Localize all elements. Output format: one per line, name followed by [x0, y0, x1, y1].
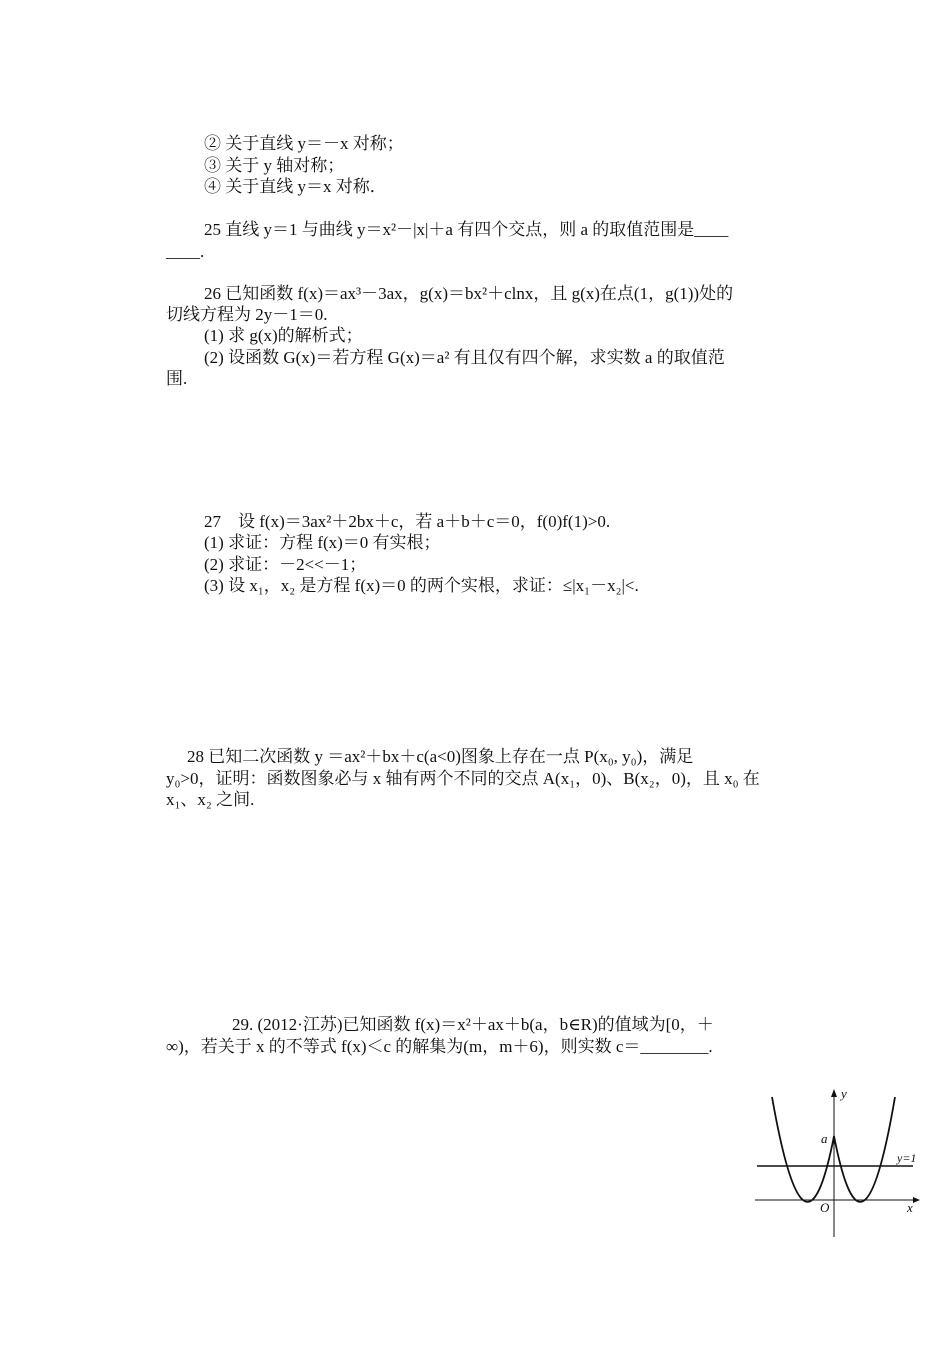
q24-option-3: ③ 关于 y 轴对称；	[204, 156, 345, 175]
q27-line-1: 27 设 f(x)＝3ax²＋2bx＋c，若 a＋b＋c＝0，f(0)f(1)>0.	[204, 512, 611, 531]
function-graph	[755, 1085, 925, 1245]
y-axis-label: y	[841, 1086, 847, 1101]
q24-option-4: ④ 关于直线 y＝x 对称．	[204, 177, 387, 196]
q28-line-1: 28 已知二次函数 y ＝ax²＋bx＋c(a<0)图象上存在一点 P(x₀, y₀)，满足	[187, 747, 694, 766]
q29-line-1: 29. (2012·江苏)已知函数 f(x)＝x²＋ax＋b(a，b∈R)的值域为[0，＋	[232, 1015, 714, 1034]
x-axis-label: x	[907, 1200, 913, 1215]
q27-line-3: (2) 求证：－2<<－1；	[204, 555, 367, 574]
q28-line-2: y₀>0，证明：函数图象必与 x 轴有两个不同的交点 A(x₁，0)、B(x₂，0)，且 x₀ 在	[166, 769, 760, 788]
q26-line-3: (1) 求 g(x)的解析式；	[204, 326, 363, 345]
q26-line-5: 围.	[166, 369, 188, 388]
q24-option-2: ② 关于直线 y＝－x 对称；	[204, 134, 404, 153]
x-axis-arrow	[913, 1197, 920, 1203]
q28-line-3: x₁、x₂ 之间.	[166, 790, 255, 809]
q25-line-2: ____.	[166, 242, 205, 261]
q27-line-4: (3) 设 x₁，x₂ 是方程 f(x)＝0 的两个实根，求证：≤|x₁－x₂|<.	[204, 576, 639, 595]
q29-line-2: ∞)，若关于 x 的不等式 f(x)＜c 的解集为(m，m＋6)，则实数 c＝________.	[166, 1037, 713, 1056]
origin-label: O	[820, 1200, 830, 1215]
q26-line-4: (2) 设函数 G(x)＝若方程 G(x)＝a² 有且仅有四个解，求实数 a 的取值范	[204, 348, 725, 367]
q25-line-1: 25 直线 y＝1 与曲线 y＝x²－|x|＋a 有四个交点，则 a 的取值范围是____	[204, 220, 729, 239]
q26-line-2: 切线方程为 2y－1＝0.	[166, 305, 328, 324]
line-label: y=1	[897, 1151, 917, 1165]
q27-line-2: (1) 求证：方程 f(x)＝0 有实根；	[204, 533, 441, 552]
y-axis-arrow	[831, 1089, 837, 1097]
q26-line-1: 26 已知函数 f(x)＝ax³－3ax，g(x)＝bx²＋clnx，且 g(x)在点(1，g(1))处的	[204, 284, 734, 303]
a-label: a	[821, 1131, 828, 1146]
